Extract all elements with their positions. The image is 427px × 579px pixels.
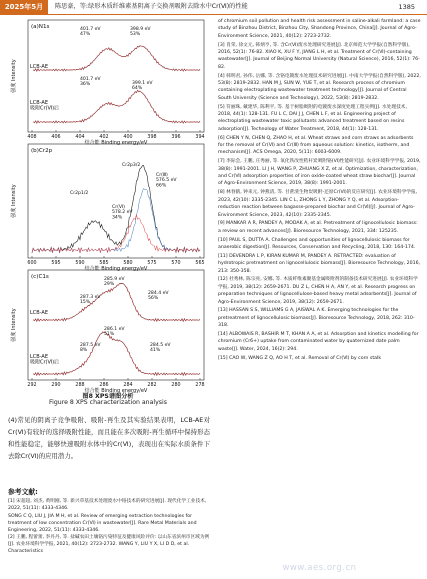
x-tick-label: 402 [99,135,109,140]
panel-title: (c)C1s [31,274,49,280]
x-tick-label: 396 [171,135,181,140]
peak-label: 284.4 eV 56% [148,291,169,302]
reference-item: of chromium soil pollution and health risk assessment in saline-alkali farmland: a case study of Binzhou District, Binzhou City, Shandong Province, China[J]. Journal of Agro-Environment Science, 2021, 40(12): 2723-2732. [218,19,421,39]
peak-label: 401.7 eV 36% [80,77,101,88]
xps-figure-svg [8,18,208,394]
x-tick-label: 292 [27,383,37,388]
x-tick-label: 400 [123,135,133,140]
x-tick-label: 398 [147,135,157,140]
peak-label: 285.9 eV 29% [104,277,125,288]
sample-label: LCB-AE 吸附Cr(Ⅵ)后 [30,100,60,112]
conclusion-paragraph: (4)常见的阴离子竞争吸附、吸附-再生及其实验结果表明，LCB-AE对Cr(Ⅵ)有较好的选择吸附性能，而且能在多次吸附-再生循环中保持形态和性能稳定，能够快速吸附水体中的Cr(Ⅵ)，表现出在实际水质条件下去除Cr(Ⅵ)的应用潜力。 [8,416,210,460]
running-title: 陈思豪，等:绿形木质纤维素基阴离子交换剂吸附去除水中Cr(Ⅵ)的性能 [55,3,248,10]
reference-item: [12] 杜秀林, 陈宗亮, 安娜, 等. 木质纤维素聚基金属吸附剂的制备技术研究进展[J]. 农业环境科学学报, 2019, 38(12): 2659-2671. DU Z L, CHEN H A, AN Y, et al. Research progress on preparation techniques of lignocellulose-based heavy metal adsorbents[J]. Journal of Agro-Environment Science, 2019, 38(12): 2659-2671. [218,277,418,305]
peak-label: 286.1 eV 51% [104,327,125,338]
x-tick-label: 394 [195,135,205,140]
peak-label: 287.3 eV 15% [80,295,101,306]
reference-item: [9] MANKAR A R, PANDEY A, MODAK A, et al. Pretreatment of lignocellulosic biomass: a review on recent advances[J]. Bioresource Technology, 2021, 334: 125235. [218,221,418,234]
peak-label: 399.1 eV 64% [132,81,153,92]
sample-label: LCB-AE 吸附Cr(Ⅵ)后 [30,354,60,366]
y-axis-label: 强度 Intensity [11,59,17,93]
reference-item: [6] CHEN Y N, CHEN Q, ZHAO H, et al. Wheat straws and corn straws as adsorbents for the removal of Cr(Ⅵ) and Cr(Ⅲ) from aqueous solution: kinetics, isotherm, and mechanism[J]. ACS Omega, 2020, 5(11): 6003-6009. [218,135,414,156]
sample-label: LCB-AE [30,64,48,70]
issue-date: 2025年5月 [0,0,48,14]
x-tick-label: 404 [75,135,85,140]
sample-label: LCB-AE [30,310,48,316]
peak-label: Cr2p1/2 [70,191,89,196]
x-tick-label: 575 [147,261,157,266]
x-tick-label: 406 [51,135,61,140]
reference-item: [10] PAUL S, DUTTA A. Challenges and opportunities of lignocellulosic biomass for anaerobic digestion[J]. Resources, Conservation and Recycling, 2018, 130: 164-174. [218,237,416,250]
x-tick-label: 595 [51,261,61,266]
x-tick-label: 284 [123,383,133,388]
x-axis-label: 结合能 Binding energy/eV [84,388,148,394]
reference-item: [7] 李际会, 王鹏, 庄秀丽, 等. 氧化铁改性秸秆炭吸附铬(Ⅵ)性能研究[J]. 农业环境科学学报, 2019, 38(8): 1991-2001. LI J H, WANG P, ZHUANG X Z, et al. Optimization, characterization, and Cr(Ⅵ) adsorption properties of iron oxide-coated wheat straw biochar[J]. Journal of Agro-Environment Science, 2019, 38(8): 1991-2001. [218,159,421,187]
watermark: www.aes.org.cn [282,563,357,573]
x-axis-label: 结合能 Binding energy/eV [84,266,148,272]
x-tick-label: 288 [75,383,85,388]
y-axis-label: 强度 Intensity [11,184,17,218]
fit-envelope [33,283,200,321]
reference-item: [13] HASSAN S S, WILLIAMS G A, JAISWAL A K. Emerging technologies for the pretreatment of lignocellulosic biomass[J]. Bioresource Technology, 2018, 262: 310-318. [218,308,415,329]
panel-title: (a)N1s [31,24,50,30]
peak-label: 284.5 eV 41% [150,343,171,354]
page-number: 1385 [398,3,415,11]
page-header [0,0,427,14]
reference-item: [14] ALBOWAIS R, BASHIR M T, KHAN A A, et al. Adsorption and kinetics modelling for chromium (Cr6+) uptake from contaminated water by quaternized date palm waste[J]. Water, 2024, 16(2): 294. [218,331,419,352]
spectrum-line [33,283,200,321]
x-tick-label: 286 [99,383,109,388]
x-tick-label: 600 [27,261,37,266]
fit-component [32,215,200,253]
reference-item: [4] 韩明君, 孙伟, 岳娜, 等. 含铬电镀废水处理技术研究进展[J]. 中南大学学报(自然科学版), 2022, 53(8): 2819-2832. HAN M J, SUN W, YUE T, et al. Research process of chromium containing electroplating wastewater treatment technology[J]. Journal of Central South University (Science and Technology), 2022, 53(8): 2819-2832. [218,73,421,101]
x-tick-label: 570 [171,261,181,266]
x-tick-label: 565 [195,261,205,266]
peak-label: Cr(Ⅵ) 578.2 eV 34% [112,205,133,221]
x-tick-label: 280 [171,383,181,388]
x-tick-label: 408 [27,135,37,140]
fit-component [32,188,200,253]
reference-item: [1] 宋超超, 刘杰, 黄明刚, 等. 新兴草基技术处理废水中铬技术的研究进展[J]. 现代化学工业技术, 2022, 51(11): 4333-4346. [8,499,207,511]
x-tick-label: 290 [51,383,61,388]
y-axis-label: 强度 Intensity [11,308,17,342]
peak-label: 401.7 eV 47% [80,27,101,38]
xps-figure [8,18,208,394]
reference-item: [3] 肖荣, 徐文元, 韩炳亨, 等. 含Cr(Ⅵ)废水处理研究进展[J]. 北京师范大学学报(自然科学版), 2016, 52(1): 76-82. XIAO K, XU F Y, JIANG L H, et al. Treatment of Cr(Ⅵ)-containing wastewater[J]. Journal of Beijing Normal University (Natural Science), 2016, 52(1): 76-82. [218,42,420,70]
peak-label: 398.9 eV 53% [130,27,151,38]
figure-caption-en: Figure 8 XPS characterization analysis [49,399,167,406]
spectrum-line [33,46,200,71]
references-left [8,498,210,556]
x-tick-label: 278 [195,383,205,388]
reference-item: [5] 符丽珠, 戴建华, 陈利平, 等. 基于树脂吸附的电镀废水深度处理工程实例[J]. 水处理技术, 2018, 44(1): 128-131. FU L C, DAI J J, CHEN L F, et al. Engineering project of electroplating wastewater toxic pollutants advanced treatment based on resins adsorption[J]. Technology of Water Treatment, 2018, 44(1): 128-131. [218,104,407,132]
fit-envelope [33,46,200,71]
x-axis-label: 结合能 Binding energy/eV [84,140,148,146]
reference-item: [2] 王鹏, 程蕾蕾, 李丹丹, 等. 盐碱农田土壤铬污染特征及健康风险评价: 以山东省滨州市区域为例[J]. 农业环境科学学报, 2021, 40(12): 2723-2732. WANG Y, LIU Y X, LI D D, et al. Characteristics [8,535,210,554]
references-heading: 参考文献: [8,488,38,496]
x-tick-label: 580 [123,261,133,266]
fit-envelope [33,332,200,376]
peak-label: 287.5 eV 8% [80,343,101,354]
peak-label: Cr2p3/2 [122,163,141,168]
peak-label: Cr(Ⅲ) 576.5 eV 66% [156,173,177,189]
figure-caption: 图8 XPS谱图分析 [82,393,134,400]
x-tick-label: 585 [99,261,109,266]
x-tick-label: 590 [75,261,85,266]
reference-item: [15] CAO W, WANG Z Q, AO H T, et al. Removal of Cr(Ⅵ) by corn stalk [218,355,382,361]
panel-title: (b)Cr2p [31,148,53,154]
plot-frame [28,144,204,258]
reference-item: SONG C Q, LIU J, JIA M H, et al. Review of emerging extraction technologies for treatment of low concentration Cr(Ⅵ) in wastewater[J]. Rare Metal Materials and Engineering, 2022, 51(11): 4333-4346. [8,513,197,533]
reference-item: [8] 林春鹤, 钟来元, 钟燕清, 等. 甘蔗渣生物炭吸附-还原Cr(Ⅵ)的反应研究[J]. 农业环境科学学报, 2023, 42(10): 2335-2345. LIN C L, ZHONG L Y, ZHONG Y Q, et al. Adsorption-reduction reaction between bagasse-prepared biochar and Cr(Ⅵ)[J]. Journal of Agro-Environment Science, 2023, 42(10): 2335-2345. [218,190,418,218]
header-rule [0,14,427,15]
plot-frame [28,20,204,132]
spectrum-line [33,332,200,376]
x-tick-label: 282 [147,383,157,388]
reference-item: [11] DEVENDRA L P, KIRAN KUMAR M, PANDEY A. RETRACTED: evaluation of hydrotropic pretreatment on lignocellulosic biomass[J]. Bioresource Technology, 2016, 213: 350-358. [218,253,421,274]
references-right [218,18,421,363]
